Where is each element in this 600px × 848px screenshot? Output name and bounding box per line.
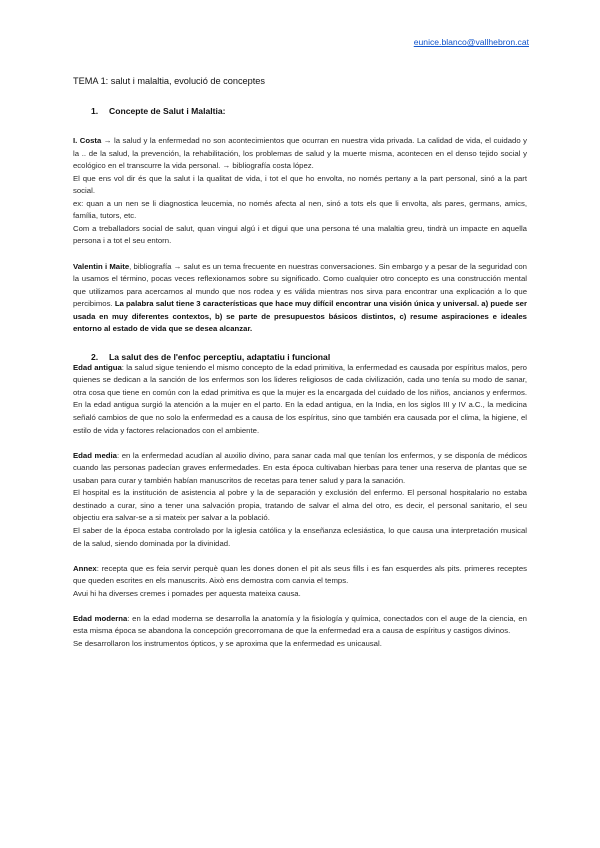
section-2-number: 2. (91, 351, 99, 362)
costa-example: ex: quan a un nen se li diagnostica leucemia, no només afecta al nen, sinó a tots els que li envolta, als pares, germans, amics, família, tutors, etc. (73, 198, 527, 221)
valentin-bold-text: La palabra salut tiene 3 características que hace muy difícil encontrar una visión única y universal. a) puede ser usada en muy diferentes contextos, b) se parte de presupuestos básicos distintos, c) resume aspiraciones e ideales entorno al estado de vida que se desea alcanzar. (73, 299, 527, 334)
document-title: TEMA 1: salut i malaltia, evolució de conceptes (73, 76, 266, 86)
antigua-paragraph (73, 362, 527, 437)
media-paragraph (73, 450, 527, 488)
section-2-title: La salut des de l'enfoc perceptiu, adaptatiu i funcional (109, 351, 331, 362)
moderna-label: Edad moderna (73, 613, 128, 623)
annex-today: Avui hi ha diverses cremes i pomades per aquesta mateixa causa. (73, 588, 301, 598)
spacer (73, 550, 527, 563)
spacer (73, 437, 527, 450)
spacer (73, 248, 527, 261)
media-church: El saber de la época estaba controlado por la iglesia católica y la enseñanza eclesiástica, lo que causa una interpretación musical de la salud, siendo dominada por la divinidad. (73, 525, 527, 548)
moderna-optics: Se desarrollaron los instrumentos ópticos, y se aproxima que la enfermedad es unicausal. (73, 638, 382, 648)
section-1-heading (73, 106, 527, 116)
annex-label: Annex (73, 563, 97, 573)
antigua-text: : la salud sigue teniendo el mismo concepto de la edad primitiva, la enfermedad es causada por espíritus malos, pero quienes se dedican a la sanción de los enfermos son los lideres religiosos de cada civilización, cada uno tenía su modo de sanar, otra cosa que tiene en común con la edad primitiva es que la mujer es la encargada del cuidado de los niños, ancianos y enfermos. En la edad antigua surgió la atención a la mujer en el parto. En la edad antigua, en la India, en los siglos III y IV a.C., la medicina señaló cambios de que no solo la enfermedad es a causa de los espíritus, sino que también era causada por el clima, la higiene, el estilo de vida y factores relacionados con el ambiente. (73, 362, 527, 435)
section-2-heading (73, 352, 527, 362)
costa-author: I. Costa (73, 136, 102, 145)
author-email-link[interactable]: eunice.blanco@vallhebron.cat (413, 37, 529, 47)
costa-social-work: Com a treballadors social de salut, quan vingui algú i et digui que una persona té una malaltia greu, tindrà un impacte en aquella persona i a tot el seu entorn. (73, 223, 527, 246)
section-1-number: 1. (91, 106, 99, 116)
media-hospital: El hospital es la institución de asistencia al pobre y la de separación y exclusión del enfermo. El personal hospitalario no estaba destinado a curar, sino a tener una salvación propia, tratando de salvar el alma del otro, es decir, el personal sanitario, el seu objectiu era salvar-se a si mateix per salvar a la població. (73, 488, 527, 523)
annex-text: : recepta que es feia servir perquè quan les dones donen el pit als seus fills i es fan esquerdes als pits. primeres receptes que queden escrites en els manuscrits. Això ens demostra com canvia el temps. (73, 563, 527, 586)
valentin-paragraph (73, 261, 527, 336)
valentin-text: , bibliografía → salut es un tema frecuente en nuestras conversaciones. Sin embargo y a pesar de la seguridad con la usamos el término, pocas veces reflexionamos sobre su significado. Como cualquier otro concepto es una construcción mental que utilizamos para acercarnos al mundo que nos rodea y es válida mientras nos sirva para encontrar una explicación a lo que percibimos. (73, 261, 527, 309)
moderna-paragraph (73, 613, 527, 638)
media-text: : en la enfermedad acudían al auxilio divino, para sanar cada mal que tenían los enfermos, y se disponía de médicos cuando las personas padecían graves enfermedades. En esta época cultivaban hierbas para tener una reserva de plantas que se usaban para curar y también habían manuscritos de recetas para tener salud y para la sanación. (73, 450, 528, 485)
document-page (73, 76, 527, 651)
costa-explanation: El que ens vol dir és que la salut i la qualitat de vida, i tot el que ho envolta, no només pertany a la part personal, sinó a la part social. (73, 173, 527, 196)
section-1-title: Concepte de Salut i Malaltia: (109, 106, 226, 116)
costa-paragraph (73, 135, 527, 173)
moderna-text: : en la edad moderna se desarrolla la anatomía y la fisiología y química, conectados con el auge de la ciencia, en esta misma época se abandona la concepción grecorromana de que la enfermedad era a causa de espíritus y castigos divinos. (73, 613, 527, 636)
valentin-author: Valentin i Maite (73, 261, 130, 271)
media-label: Edad media (73, 450, 117, 460)
spacer (73, 600, 527, 613)
annex-paragraph (73, 563, 527, 588)
costa-text: → la salud y la enfermedad no son acontecimientos que ocurran en nuestra vida privada. La calidad de vida, el cuidado y la .. de la salud, la prevención, la rehabilitación, los problemas de salud y la muerte misma, acontecen en el denso tejido social y ecológico en el transcurre la vida personal. → bibliografía costa lópez. (73, 136, 527, 171)
antigua-label: Edad antigua (73, 362, 122, 372)
